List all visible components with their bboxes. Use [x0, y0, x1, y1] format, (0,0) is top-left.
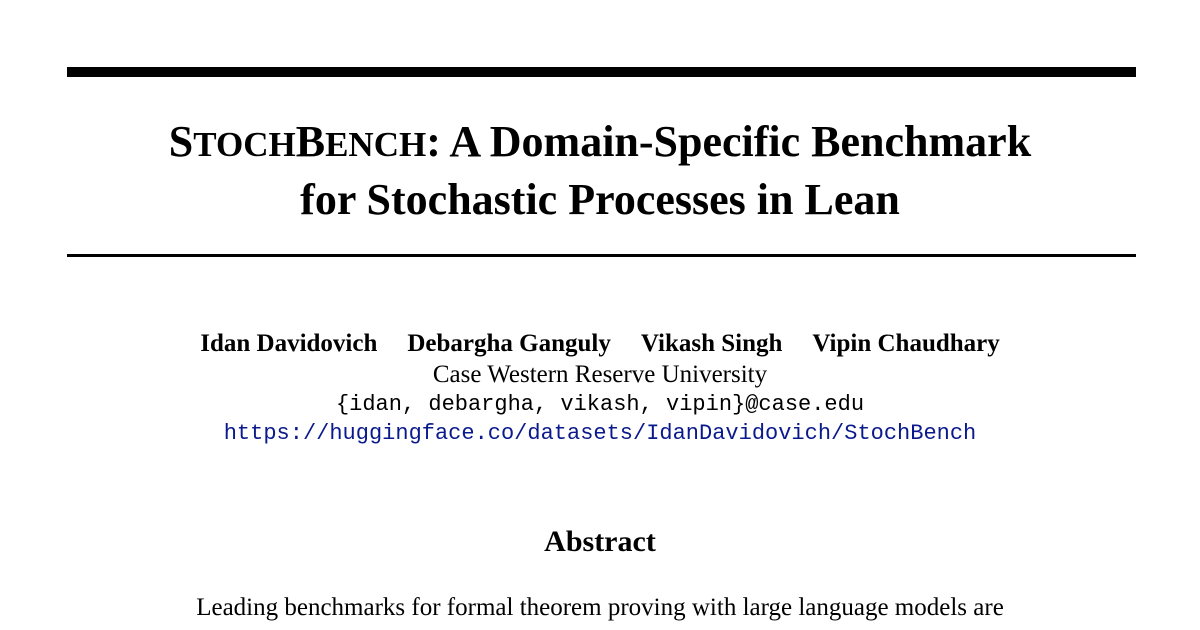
title-smallcaps-word-2: BENCH	[295, 117, 427, 166]
author-list	[0, 329, 1200, 359]
title-top-rule	[67, 67, 1136, 77]
paper-title	[0, 114, 1200, 227]
author-name: Vikash Singh	[640, 330, 783, 357]
dataset-link[interactable]: https://huggingface.co/datasets/IdanDavidovich/StochBench	[223, 421, 977, 446]
author-emails: {idan, debargha, vikash, vipin}@case.edu	[335, 392, 865, 417]
author-name: Vipin Chaudhary	[812, 330, 1000, 357]
affiliation: Case Western Reserve University	[432, 361, 768, 388]
author-name: Idan Davidovich	[200, 330, 378, 357]
author-name: Debargha Ganguly	[407, 330, 611, 357]
title-bottom-rule	[67, 254, 1136, 257]
abstract-heading: Abstract	[544, 525, 656, 558]
abstract-text: Leading benchmarks for formal theorem proving with large language models are	[196, 594, 1004, 621]
title-line-2: for Stochastic Processes in Lean	[300, 175, 900, 224]
title-line-1	[169, 117, 1031, 166]
title-smallcaps-word-1: STOCH	[168, 117, 296, 166]
title-line-1-rest: : A Domain-Specific Benchmark	[426, 117, 1032, 166]
